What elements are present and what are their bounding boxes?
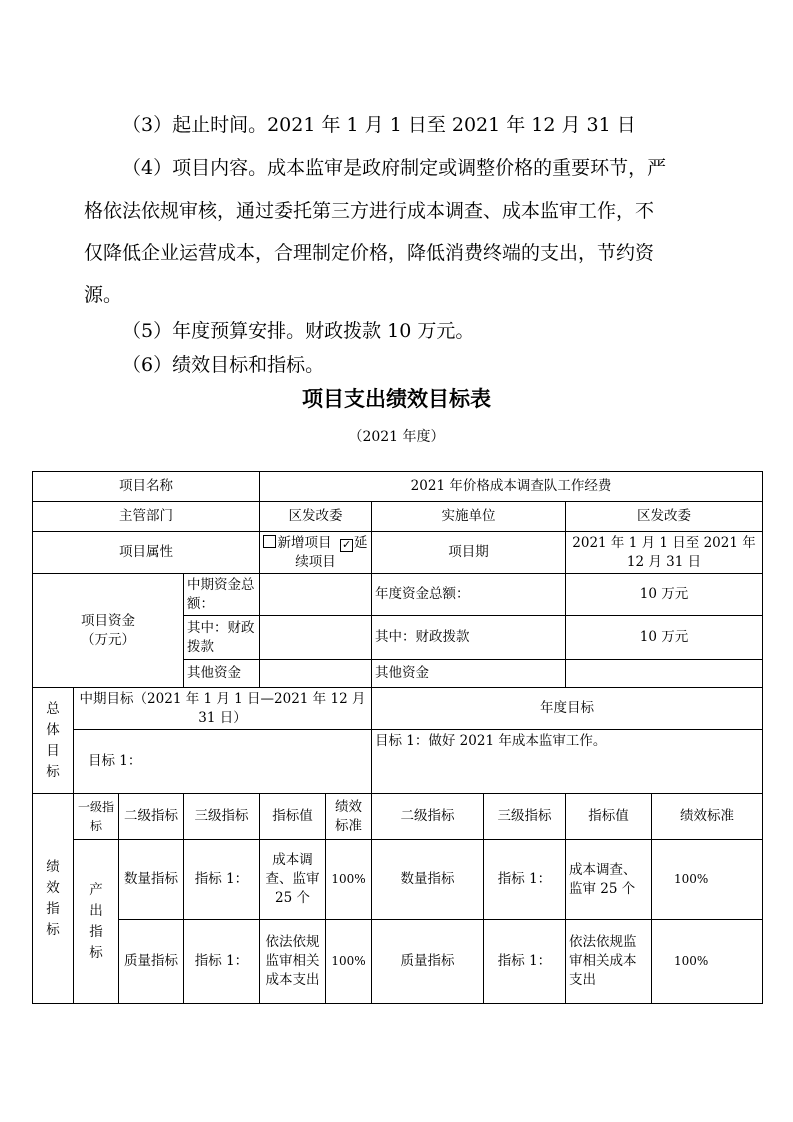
row1-level2: 数量指标 — [119, 840, 184, 920]
annual-total-value: 10 万元 — [566, 574, 763, 616]
paragraph-content-line1: （4）项目内容。成本监审是政府制定或调整价格的重要环节，严 — [122, 157, 667, 179]
table-row — [33, 840, 763, 920]
dept-value: 区发改委 — [260, 502, 372, 532]
header-value-right: 指标值 — [566, 794, 652, 840]
paragraph-goals: （6）绩效目标和指标。 — [122, 354, 325, 376]
perf-indicator-label — [33, 794, 74, 1004]
paragraph-content-line3: 仅降低企业运营成本，合理制定价格，降低消费终端的支出，节约资 — [84, 242, 655, 264]
new-project-label: 新增项目 — [277, 534, 332, 551]
row2-level3: 指标 1： — [184, 920, 260, 1004]
annual-other-value — [566, 660, 763, 688]
paragraph-start-time: （3）起止时间。2021 年 1 月 1 日至 2021 年 12 月 31 日 — [122, 114, 636, 136]
row1-value-right: 成本调查、监审 25 个 — [566, 840, 652, 920]
header-level1: 一级指标 — [74, 794, 119, 840]
row2-level3-right: 指标 1： — [484, 920, 566, 1004]
fund-label-text: 项目资金（万元） — [81, 612, 135, 648]
mid-total-value — [260, 574, 372, 616]
mid-goal-1: 目标 1： — [74, 730, 372, 794]
continue-project-label: 延续项目 — [295, 534, 368, 570]
row1-value: 成本调查、监审 25 个 — [260, 840, 326, 920]
paragraph-budget: （5）年度预算安排。财政拨款 10 万元。 — [122, 320, 475, 342]
row1-level2-right: 数量指标 — [372, 840, 484, 920]
annual-fiscal-label: 其中：财政拨款 — [372, 616, 566, 660]
mid-other-value — [260, 660, 372, 688]
output-indicator-text: 产出指标 — [89, 881, 103, 961]
overall-goal-label — [33, 688, 74, 794]
output-indicator-label — [74, 840, 119, 1004]
table-title: 项目支出绩效目标表 — [302, 387, 491, 411]
annual-goal-1: 目标 1：做好 2021 年成本监审工作。 — [372, 730, 763, 794]
header-level3-right: 三级指标 — [484, 794, 566, 840]
row2-level2-right: 质量指标 — [372, 920, 484, 1004]
table-subtitle: （2021 年度） — [348, 429, 445, 445]
mid-other-label: 其他资金 — [184, 660, 260, 688]
row1-level3-right: 指标 1： — [484, 840, 566, 920]
mid-total-label: 中期资金总额： — [184, 574, 260, 616]
period-value: 2021 年 1 月 1 日至 2021 年 12 月 31 日 — [566, 532, 763, 574]
dept-label: 主管部门 — [33, 502, 260, 532]
header-standard-right: 绩效标准 — [652, 794, 763, 840]
attr-value — [260, 532, 372, 574]
row1-standard-right: 100% — [652, 840, 763, 920]
row2-standard: 100% — [326, 920, 372, 1004]
row1-standard: 100% — [326, 840, 372, 920]
row2-standard-right: 100% — [652, 920, 763, 1004]
annual-fiscal-value: 10 万元 — [566, 616, 763, 660]
table-row — [33, 920, 763, 1004]
continue-project-checkbox[interactable] — [340, 539, 353, 552]
row2-value-right: 依法依规监审相关成本支出 — [566, 920, 652, 1004]
attr-label: 项目属性 — [33, 532, 260, 574]
checkmark-icon: ✓ — [341, 537, 352, 551]
annual-total-label: 年度资金总额： — [372, 574, 566, 616]
row2-level2: 质量指标 — [119, 920, 184, 1004]
header-level2: 二级指标 — [119, 794, 184, 840]
fund-label — [33, 574, 184, 688]
overall-goal-text: 总体目标 — [46, 700, 60, 780]
header-level2-right: 二级指标 — [372, 794, 484, 840]
new-project-checkbox[interactable] — [263, 535, 276, 548]
period-label: 项目期 — [372, 532, 566, 574]
impl-value: 区发改委 — [566, 502, 763, 532]
header-level3: 三级指标 — [184, 794, 260, 840]
header-standard: 绩效标准 — [326, 794, 372, 840]
row2-value: 依法依规监审相关成本支出 — [260, 920, 326, 1004]
paragraph-content-line2: 格依法依规审核，通过委托第三方进行成本调查、成本监审工作，不 — [84, 200, 655, 222]
mid-fiscal-label: 其中：财政拨款 — [184, 616, 260, 660]
project-name-value: 2021 年价格成本调查队工作经费 — [260, 472, 763, 502]
header-value: 指标值 — [260, 794, 326, 840]
performance-table — [32, 471, 763, 1004]
paragraph-content-line4: 源。 — [84, 284, 123, 306]
annual-goal-header: 年度目标 — [372, 688, 763, 730]
impl-label: 实施单位 — [372, 502, 566, 532]
mid-fiscal-value — [260, 616, 372, 660]
mid-goal-header: 中期目标（2021 年 1 月 1 日—2021 年 12 月 31 日） — [74, 688, 372, 730]
perf-indicator-text: 绩效指标 — [46, 858, 60, 938]
row1-level3: 指标 1： — [184, 840, 260, 920]
annual-other-label: 其他资金 — [372, 660, 566, 688]
project-name-label: 项目名称 — [33, 472, 260, 502]
